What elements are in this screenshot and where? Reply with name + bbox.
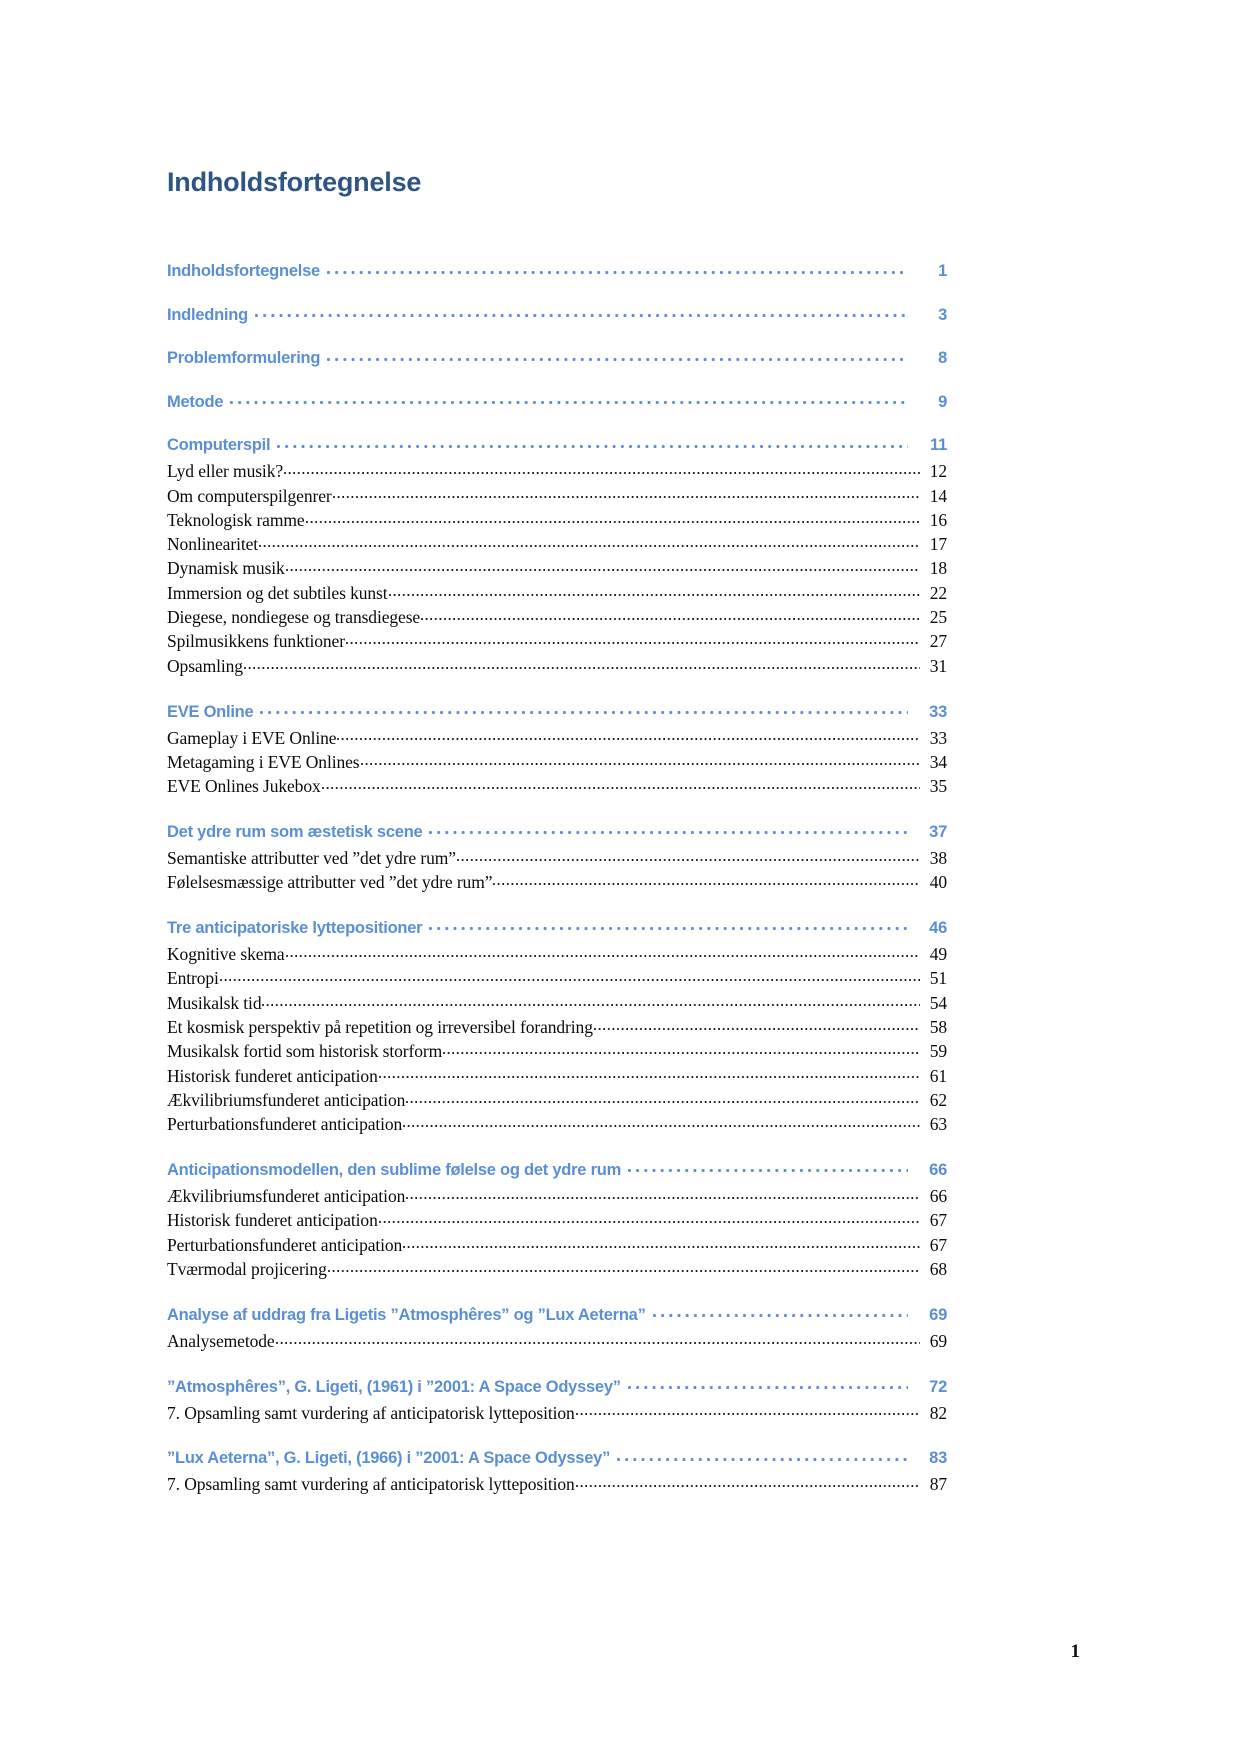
toc-entry-level2[interactable] <box>167 1257 947 1281</box>
toc-entry-page-number: 1 <box>938 262 947 281</box>
toc-dot-leader <box>389 581 921 599</box>
toc-dot-leader <box>576 1401 920 1419</box>
toc-dot-leader <box>255 303 908 320</box>
toc-dot-leader <box>628 1375 908 1392</box>
toc-entry-level2[interactable] <box>167 1401 947 1425</box>
toc-dot-leader <box>220 967 920 985</box>
toc-entry-level1[interactable] <box>167 1303 947 1325</box>
toc-entry-level2[interactable] <box>167 1112 947 1136</box>
toc-entry-label: Teknologisk ramme <box>167 509 305 530</box>
toc-dot-leader <box>443 1040 920 1058</box>
toc-entry-label: Historisk funderet anticipation <box>167 1210 378 1231</box>
page-title: Indholdsfortegnelse <box>167 167 422 197</box>
toc-dot-leader <box>403 1233 920 1251</box>
toc-entry-page-number: 11 <box>930 436 947 455</box>
toc-entry-label: Følelsesmæssige attributter ved ”det ydre rum” <box>167 872 493 893</box>
toc-entry-label: Lyd eller musik? <box>167 461 284 482</box>
toc-entry-label: Perturbationsfunderet anticipation <box>167 1234 403 1255</box>
toc-entry-page-number: 59 <box>929 1041 947 1062</box>
toc-dot-leader <box>594 1016 920 1034</box>
toc-entry-label: Immersion og det subtiles kunst <box>167 582 388 603</box>
toc-dot-leader <box>379 1209 920 1227</box>
toc-entry-label: EVE Onlines Jukebox <box>167 776 321 797</box>
toc-entry-level2[interactable] <box>167 846 947 870</box>
toc-entry-page-number: 27 <box>929 631 947 652</box>
toc-entry-page-number: 22 <box>929 582 947 603</box>
toc-dot-leader <box>262 991 920 1009</box>
toc-dot-leader <box>379 1064 920 1082</box>
toc-entry-page-number: 68 <box>929 1259 947 1279</box>
toc-entry-page-number: 69 <box>929 1330 947 1351</box>
toc-entry-label: Indholdsfortegnelse <box>167 262 320 281</box>
toc-entry-label: EVE Online <box>167 702 254 721</box>
toc-dot-leader <box>493 871 920 889</box>
toc-dot-leader <box>322 775 920 793</box>
toc-entry-level2[interactable] <box>167 459 947 483</box>
toc-dot-leader <box>617 1447 908 1464</box>
toc-entry-level2[interactable] <box>167 508 947 532</box>
toc-dot-leader <box>244 654 920 672</box>
toc-dot-leader <box>421 606 920 624</box>
toc-entry-page-number: 38 <box>929 847 947 868</box>
toc-entry-label: 7. Opsamling samt vurdering af anticipatorisk lytteposition <box>167 1402 575 1423</box>
toc-entry-label: Det ydre rum som æstetisk scene <box>167 822 423 841</box>
toc-entry-label: ”Atmosphêres”, G. Ligeti, (1961) i ”2001: A Space Odyssey” <box>167 1377 621 1396</box>
toc-entry-page-number: 35 <box>929 776 947 797</box>
toc-entry-level1[interactable] <box>167 260 947 282</box>
toc-dot-leader <box>286 943 920 961</box>
toc-entry-page-number: 14 <box>929 485 947 506</box>
toc-entry-level1[interactable] <box>167 700 947 722</box>
toc-entry-page-number: 83 <box>929 1449 947 1468</box>
toc-entry-level2[interactable] <box>167 1472 947 1496</box>
toc-dot-leader <box>284 460 920 478</box>
toc-entry-page-number: 17 <box>929 534 947 555</box>
toc-entry-page-number: 33 <box>929 727 947 748</box>
toc-dot-leader <box>327 347 908 364</box>
toc-entry-page-number: 31 <box>929 655 947 676</box>
toc-entry-page-number: 3 <box>938 305 947 324</box>
toc-entry-label: Spilmusikkens funktioner <box>167 631 345 652</box>
toc-entry-level2[interactable] <box>167 1329 947 1353</box>
toc-dot-leader <box>429 917 908 934</box>
toc-entry-level1[interactable] <box>167 347 947 369</box>
toc-entry-label: Musikalsk tid <box>167 992 262 1013</box>
toc-entry-label: Nonlinearitet <box>167 534 259 555</box>
toc-entry-page-number: 67 <box>929 1234 947 1255</box>
toc-entry-level2[interactable] <box>167 605 947 629</box>
toc-entry-label: Entropi <box>167 968 219 989</box>
toc-entry-level2[interactable] <box>167 870 947 894</box>
toc-entry-page-number: 66 <box>929 1186 947 1207</box>
toc-entry-list <box>167 260 947 1497</box>
toc-entry-level2[interactable] <box>167 532 947 556</box>
toc-entry-level1[interactable] <box>167 820 947 842</box>
toc-entry-page-number: 58 <box>929 1017 947 1037</box>
toc-entry-level2[interactable] <box>167 991 947 1015</box>
toc-dot-leader <box>457 846 920 864</box>
toc-entry-level2[interactable] <box>167 484 947 508</box>
toc-entry-label: Ækvilibriumsfunderet anticipation <box>167 1186 406 1207</box>
toc-dot-leader <box>346 630 920 648</box>
toc-entry-level2[interactable] <box>167 1088 947 1112</box>
toc-entry-label: Historisk funderet anticipation <box>167 1065 378 1086</box>
toc-dot-leader <box>361 750 921 768</box>
toc-entry-label: Musikalsk fortid som historisk storform <box>167 1041 443 1062</box>
toc-dot-leader <box>406 1185 920 1203</box>
toc-entry-label: Metagaming i EVE Onlines <box>167 751 360 772</box>
toc-entry-level2[interactable] <box>167 726 947 750</box>
toc-entry-page-number: 51 <box>929 968 947 989</box>
toc-entry-label: Perturbationsfunderet anticipation <box>167 1114 403 1135</box>
toc-entry-page-number: 12 <box>929 461 947 482</box>
toc-entry-page-number: 49 <box>929 944 947 965</box>
toc-entry-page-number: 34 <box>929 751 947 772</box>
toc-entry-label: Analyse af uddrag fra Ligetis ”Atmosphêres” og ”Lux Aeterna” <box>167 1305 646 1324</box>
toc-dot-leader <box>576 1473 920 1491</box>
toc-entry-page-number: 62 <box>929 1089 947 1110</box>
toc-entry-label: Semantiske attributter ved ”det ydre rum” <box>167 847 456 868</box>
toc-entry-level2[interactable] <box>167 966 947 990</box>
toc-dot-leader <box>260 700 908 717</box>
toc-entry-page-number: 25 <box>929 607 947 628</box>
toc-entry-label: Gameplay i EVE Online <box>167 727 337 748</box>
toc-entry-page-number: 37 <box>929 822 947 841</box>
toc-entry-label: Analysemetode <box>167 1330 275 1351</box>
toc-entry-level2[interactable] <box>167 1064 947 1088</box>
toc-entry-level2[interactable] <box>167 750 947 774</box>
toc-entry-level2[interactable] <box>167 556 947 580</box>
toc-entry-page-number: 33 <box>929 702 947 721</box>
toc-entry-page-number: 67 <box>929 1210 947 1231</box>
toc-dot-leader <box>333 484 920 502</box>
toc-entry-level1[interactable] <box>167 434 947 456</box>
toc-entry-page-number: 16 <box>929 509 947 530</box>
toc-dot-leader <box>276 1329 920 1347</box>
toc-entry-level1[interactable] <box>167 917 947 939</box>
toc-entry-level1[interactable] <box>167 390 947 412</box>
toc-entry-label: Kognitive skema <box>167 944 285 965</box>
toc-entry-level2[interactable] <box>167 942 947 966</box>
toc-entry-label: 7. Opsamling samt vurdering af anticipatorisk lytteposition <box>167 1474 575 1495</box>
toc-entry-label: Problemformulering <box>167 349 321 368</box>
toc-dot-leader <box>429 820 908 837</box>
toc-entry-page-number: 9 <box>938 392 947 411</box>
toc-dot-leader <box>653 1303 908 1320</box>
toc-entry-level2[interactable] <box>167 1208 947 1232</box>
toc-entry-label: ”Lux Aeterna”, G. Ligeti, (1966) i ”2001: A Space Odyssey” <box>167 1449 611 1468</box>
toc-entry-level2[interactable] <box>167 1184 947 1208</box>
toc-dot-leader <box>337 726 920 744</box>
toc-entry-label: Indledning <box>167 305 248 324</box>
toc-entry-label: Opsamling <box>167 655 243 676</box>
toc-entry-page-number: 18 <box>929 558 947 579</box>
toc-entry-page-number: 61 <box>929 1065 947 1086</box>
toc-entry-page-number: 66 <box>929 1161 947 1180</box>
toc-entry-level2[interactable] <box>167 774 947 798</box>
toc-dot-leader <box>328 1258 920 1276</box>
toc-entry-page-number: 69 <box>929 1305 947 1324</box>
toc-dot-leader <box>406 1088 920 1106</box>
toc-entry-page-number: 87 <box>929 1474 947 1495</box>
footer-page-number: 1 <box>1070 1641 1080 1662</box>
toc-entry-page-number: 72 <box>929 1377 947 1396</box>
toc-entry-label: Computerspil <box>167 436 271 455</box>
toc-entry-page-number: 63 <box>929 1114 947 1135</box>
toc-dot-leader <box>628 1159 908 1176</box>
toc-entry-level1[interactable] <box>167 303 947 325</box>
toc-entry-page-number: 46 <box>929 919 947 938</box>
toc-entry-page-number: 8 <box>938 349 947 368</box>
toc-entry-label: Anticipationsmodellen, den sublime følelse og det ydre rum <box>167 1161 621 1180</box>
toc-entry-level1[interactable] <box>167 1375 947 1397</box>
toc-container <box>167 168 947 1497</box>
toc-dot-leader <box>259 533 920 551</box>
toc-entry-level2[interactable] <box>167 654 947 678</box>
toc-entry-level2[interactable] <box>167 1015 947 1039</box>
toc-entry-label: Metode <box>167 392 224 411</box>
toc-dot-leader <box>403 1113 920 1131</box>
toc-entry-label: Om computerspilgenrer <box>167 485 332 506</box>
toc-dot-leader <box>327 260 908 277</box>
toc-entry-label: Tre anticipatoriske lyttepositioner <box>167 919 423 938</box>
toc-entry-page-number: 82 <box>929 1402 947 1423</box>
toc-entry-level2[interactable] <box>167 1039 947 1063</box>
toc-entry-level2[interactable] <box>167 581 947 605</box>
toc-entry-page-number: 40 <box>929 872 947 893</box>
toc-dot-leader <box>306 508 920 526</box>
toc-entry-label: Ækvilibriumsfunderet anticipation <box>167 1089 406 1110</box>
toc-dot-leader <box>277 434 908 451</box>
toc-entry-label: Dynamisk musik <box>167 558 285 579</box>
toc-dot-leader <box>286 557 920 575</box>
toc-dot-leader <box>230 390 908 407</box>
toc-entry-label: Et kosmisk perspektiv på repetition og irreversibel forandring <box>167 1017 593 1037</box>
toc-entry-label: Tværmodal projicering <box>167 1259 327 1279</box>
toc-entry-level2[interactable] <box>167 1233 947 1257</box>
toc-entry-label: Diegese, nondiegese og transdiegese <box>167 607 421 628</box>
toc-entry-level2[interactable] <box>167 629 947 653</box>
toc-entry-level1[interactable] <box>167 1447 947 1469</box>
toc-entry-page-number: 54 <box>929 992 947 1013</box>
toc-entry-level1[interactable] <box>167 1159 947 1181</box>
